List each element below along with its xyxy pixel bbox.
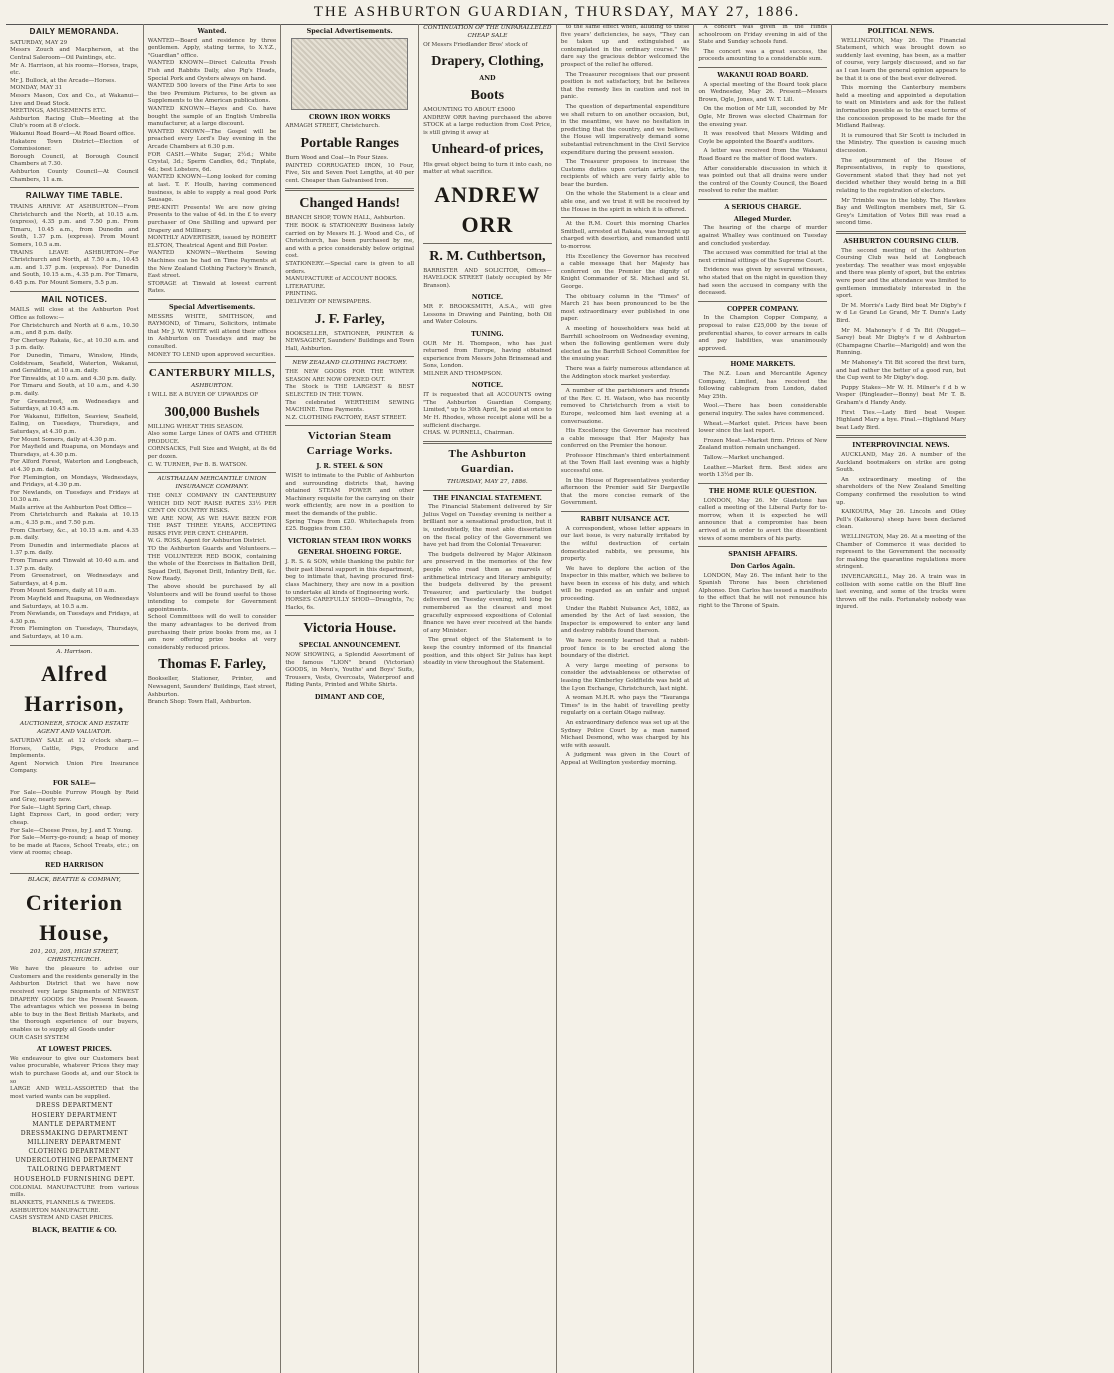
red-harrison-label: RED HARRISON <box>45 861 104 870</box>
text-block: His great object being to turn it into cash, no matter at what sacrifice. <box>423 161 552 176</box>
unheard-heading: Unheard-of prices, <box>431 142 544 158</box>
rabbit-nuisance-heading: RABBIT NUISANCE ACT. <box>580 515 670 524</box>
department-item: DRESSMAKING DEPARTMENT <box>20 1129 128 1137</box>
department-item: DRESS DEPARTMENT <box>35 1102 113 1110</box>
black-beattie-footer: BLACK, BEATTIE & CO. <box>31 1225 117 1234</box>
divider <box>836 231 966 234</box>
masthead: THE ASHBURTON GUARDIAN, THURSDAY, MAY 27, 1886. <box>6 4 1108 25</box>
thomas-farley-heading: Thomas F. Farley, <box>158 657 266 673</box>
text-block: WANTED—Board and residence by three gentlemen. Apply, stating terms, to X.Y.Z., "Guardian" office. WANTED KNOWN—Direct Calcutta Fresh Fish and Rabbits Daily, also Pig's Heads, Special Pork and Oysters always on hand. WANTED 500 lovers of the Fine Arts to see the two Premium Pictures, to be given as Supplements to the American publications. WANTED KNOWN—Hayes and Co. have bought the sample of an English Umbrella manufacturer, at a large discount. WANTED KNOWN—The Gospel will be preached every Lord's Day evening in the Arcade Chambers at 6.30 p.m. FOR CASH.—White Sugar, 2½d.; White Crystal, 3d.; Sperm Candles, 6d.; Tinplate, 4d.; best Lobsters, 6d. WANTED KNOWN—Long looked for coming at last. T. F. Houlb, having commenced business, is able to supply a real good Pork Sausage. PRE-KNIT! Presents! We are now giving Presents to the value of 4d. in the £ to every purchaser of One Shilling and upward per Drapery and Millinery. MONTHLY ADVERTISER, issued by ROBERT ELSTON, Theatrical Agent and Bill Poster. WANTED KNOWN—Wertheim Sewing Machines can be had on Time Payments at the New Zealand Clothing Factory's Branch, East street. STORAGE at Tinwald at lowest current Rates. <box>147 37 277 295</box>
text-block: At the R.M. Court this morning Charles Smithell, arrested at Rakaia, was brought up charged with desertion, and remanded until to-morrow. His Excellency the Governor has received a cable message that her Majesty has conferred on the Premier the dignity of Knight Commander of St. Michael and St. George. The obituary column in the "Times" of March 21 has been pronounced to be the most extraordinary ever published in one paper. A meeting of householders was held at Barrhill schoolroom on Wednesday evening, when the following gentlemen were duly elected as the Barrhill School Committee for the ensuing year. There was a fairly numerous attendance at the Addington stock market yesterday. <box>560 221 690 380</box>
divider <box>10 187 139 188</box>
text-block: MR F. BROOKSMITH, A.S.A., will give Lessons in Drawing and Painting, both Oil and Water Colours. <box>423 304 552 326</box>
text-block: LONDON, May 26. Mr Gladstone has called a meeting of the Liberal Party for to-morrow, when it is expected he will announce that a compromise has been arrived at in order to avert the dissentient views of some members of his party. <box>698 497 828 542</box>
copper-company-heading: COPPER COMPANY. <box>727 304 799 313</box>
divider <box>698 483 827 484</box>
department-item: HOSIERY DEPARTMENT <box>31 1111 118 1119</box>
alfred-harrison-heading: Alfred Harrison, <box>24 661 125 717</box>
text-block: THE ONLY COMPANY IN CANTERBURY WHICH DID NOT RAISE RATES 33½ PER CENT ON COUNTRY RISKS. WE ARE NOW, AS WE HAVE BEEN FOR THE PAST THREE YEARS, ACCEPTING RISKS FIVE PER CENT. CHEAPER. W. G. ROSS, Agent for Ashburton District. TO the Ashburton Guards and Volunteers.—THE VOLUNTEER RED BOOK, containing the whole of the Exercises in Battalion Drill, Squad Drill, Bayonet Drill, Infantry Drill, &c. Now Ready. The above should be purchased by all Volunteers and will be found useful to those intending to compete for Government appointments. School Committees will do well to consider the many advantages to be derived from purchasing their prize books from me, as I am now offering prize books at very considerably reduced prices. <box>147 492 277 651</box>
political-news-heading: POLITICAL NEWS. <box>867 27 935 35</box>
text-block: AUCKLAND, May 26. A number of the Auckland bootmakers on strike are going South. An extraordinary meeting of the shareholders of the New Zealand Smelting Company confirmed the resolution to wind up. KAIKOURA, May 26. Lincoln and Otley Pell's (Kaikoura) sheep have been declared clean. WELLINGTON, May 26. At a meeting of the Chamber of Commerce it was decided to represent to the Government the necessity for making the quarantine regulations more stringent. INVERCARGILL, May 26. A train was in collision with some cattle on the Bluff line last evening, and some of the trucks were thrown off the rails. Fortunately nobody was injured. <box>836 452 966 611</box>
divider <box>10 291 139 292</box>
serious-charge-heading: A SERIOUS CHARGE. <box>724 202 802 211</box>
text-block: NOW SHOWING, a Splendid Assortment of the famous "LION" brand (Victorian) GOODS, in Men's, Youths' and Boys' Suits, Trousers, Vests, Overcoats, Waterproof and Riding Pants, Printed and White Shirts. <box>285 652 415 689</box>
drapery-heading: Drapery, Clothing, <box>431 54 544 70</box>
railway-heading: RAILWAY TIME TABLE. <box>25 191 123 201</box>
text-block: For Sale—Double Furrow Plough by Reid and Gray, nearly new. For Sale—Light Spring Cart, cheap. Light Express Cart, in good order; very cheap. For Sale—Cheese Press, by J. and T. Young. For Sale—Merry-go-round; a heap of money to be made at Races, School Treats, etc.; on view at rooms; cheap. <box>10 789 139 857</box>
text-block: Burn Wood and Coal—In Four Sizes. PAINTED CORRUGATED IRON, 10 Four, Five, Six and Seven Feet Lengths, at 40 per cent. Cheaper than Galvanised Iron. <box>285 155 415 184</box>
alleged-murder-subheading: Alleged Murder. <box>733 214 792 223</box>
dimant-and-coe: DIMANT AND COE, <box>314 693 385 702</box>
criterion-address: 201, 203, 205, HIGH STREET, CHRISTCHURCH. <box>30 949 119 964</box>
divider <box>285 188 414 191</box>
divider <box>698 67 827 68</box>
text-block: MAILS will close at the Ashburton Post Office as follows:— For Christchurch and North at 6 a.m., 10.30 a.m., and 8 p.m. daily. For Chertsey Rakaia, &c., at 10.30 a.m. and 3 p.m. daily. For Dunedin, Timaru, Winslow, Hinds, Coldstream, Seafield, Waterton, Wakanui, and Geraldine, at 10 a.m. daily. For Tinwalds, at 10 a.m. and 4.30 p.m. daily. For Timaru and South, at 10 a.m., and 4.30 p.m. daily. For Greenstreet, on Wednesdays and Saturdays, at 10.45 a.m. For Wakanui, Eiffelton, Seaview, Seafield, Ealing, on Tuesdays, Thursdays, and Saturdays, at 4.30 p.m. For Mount Somers, daily at 4.30 p.m. For Mayfield and Ruapuna, on Mondays and Thursdays, at 4.30 p.m. For Alford Forest, Waterton and Longbeach, at 4.30 p.m. daily. For Flemington, on Mondays, Wednesdays, and Fridays, at 4.30 p.m. For Newlands, on Tuesdays and Fridays at 10.30 a.m. Mails arrive at the Ashburton Post Office— From Christchurch and Rakaia at 10.15 a.m., 4.35 p.m., and 7.50 p.m. From Chertsey, &c., at 10.15 a.m. and 4.35 p.m. daily. From Dunedin and intermediate places at 1.37 p.m. daily. From Timaru and Tinwald at 10.40 a.m. and 1.37 p.m. daily. From Greenstreet, on Wednesdays and Saturdays, at 4 p.m. From Mount Somers, daily at 10 a.m. From Mayfield and Ruapuna, on Wednesdays and Saturdays, at 10.5 a.m. From Newlands, on Tuesdays and Fridays, at 4.30 p.m. From Flemington on Tuesdays, Thursdays, and Saturdays, at 10 a.m. <box>10 307 139 640</box>
text-block: BRANCH SHOP, TOWN HALL, Ashburton. THE BOOK & STATIONERY Business lately carried on by Messrs H. J. Wood and Co., of Christchurch, has been purchased by me, and with a price considerably below original cost. STATIONERY.—Special care is given to all orders. MANUFACTURE of ACCOUNT BOOKS. LITERATURE. PRINTING. DELIVERY OF NEWSPAPERS. <box>285 215 415 305</box>
divider <box>10 873 139 874</box>
text-block: MESSRS WHITE, SMITHSON, and RAYMOND, of Timaru, Solicitors, intimate that Mr J. W. WHITE will attend their offices in Ashburton on Tuesdays and may be consulted. MONEY TO LEND upon approved securities. <box>147 313 277 358</box>
home-markets-heading: HOME MARKETS. <box>730 360 796 369</box>
text-block: A number of the parishioners and friends of the Rev. C. H. Watson, who has recently removed to Christchurch from a visit to Europe, welcomed him last evening at a conversazione. His Excellency the Governor has received a cable message that Her Majesty has conferred on the Premier the honour. Professor Hinchman's third entertainment at the Town Hall last evening was a highly successful one. In the House of Representatives yesterday afternoon the Premier said Sir Dargaville that the more concise remark of the Government. <box>560 388 690 507</box>
mail-notices-heading: MAIL NOTICES. <box>41 294 108 304</box>
text-block: A concert was given in the Hinds schoolroom on Friday evening in aid of the State and Sunday schools fund. The concert was a great success, the proceeds amounting to a considerable sum. <box>698 24 828 63</box>
text-block: I WILL BE A BUYER OF UPWARDS OF <box>147 391 259 398</box>
text-block: BARRISTER AND SOLICITOR, Offices—HAVELOCK STREET (lately occupied by Mr Branson). <box>423 267 552 289</box>
range-illustration <box>291 38 408 110</box>
divider <box>285 615 414 616</box>
changed-hands-heading: Changed Hands! <box>299 196 401 212</box>
text-block: IT is requested that all ACCOUNTS owing "The Ashburton Guardian Company, Limited," up to 30th April, be paid at once to Mr H. Rhodes, whose receipt alone will be a sufficient discharge. CHAS. W. PURNELL, Chairman. <box>423 392 552 437</box>
divider <box>148 472 277 473</box>
crown-iron-works-heading: CROWN IRON WORKS <box>309 112 391 121</box>
text-block: WISH to intimate to the Public of Ashburton and surrounding districts that, having obtained STEAM POWER and other Machinery requisite for the carrying on their work efficiently, are now in a position to meet the demands of the public. Spring Traps from £20. Whitechapels from £25. Buggies from £30. <box>285 473 415 533</box>
clothing-factory-heading: NEW ZEALAND CLOTHING FACTORY. <box>292 360 408 367</box>
text-block: SATURDAY, MAY 29 Messrs Zouch and Macpherson, at the Central Saleroom—Oil Paintings, etc. Mr A. Harrison, at his rooms—Horses, traps, etc. Mr J. Bullock, at the Arcade—Horses. MONDAY, MAY 31 Messrs Mason, Cox and Co., at Wakanui—Live and Dead Stock. MEETINGS, AMUSEMENTS ETC. Ashburton Racing Club—Meeting at the Club's room at 8 o'clock. Wakanui Road Board—At Road Board office. Hakatere Town District—Election of Commissioner. Borough Council, at Borough Council Chambers at 7.30. Ashburton County Council—At Council Chambers, 11 a.m. <box>10 39 139 183</box>
divider <box>148 362 277 363</box>
notice-heading: NOTICE. <box>471 293 504 302</box>
text-block: A special meeting of the Board took place on Wednesday, May 26. Present—Messrs Brown, Ogle, Jones, and W. T. Lill. On the motion of Mr Lill, seconded by Mr Ogle, Mr Brown was elected Chairman for the ensuing year. It was resolved that Messrs Wilding and Coyle be appointed the Board's auditors. A letter was received from the Wakanui Road Board re the matter of flood waters. After considerable discussion in which it was pointed out that all drains were under the control of the County Council, the Board resolved to refer the matter. <box>698 81 828 195</box>
carriage-works-heading: Victorian Steam Carriage Works. <box>306 430 393 458</box>
department-item: TAILORING DEPARTMENT <box>27 1166 121 1174</box>
column-5 <box>557 24 695 1373</box>
text-block: We endeavour to give our Customers best value procurable, whatever Prices they may wish to purchase Goods at, and our Stock is so LARGE AND WELL-ASSORTED that the most varied wants can be supplied. <box>10 1055 139 1100</box>
text-block: A correspondent, whose letter appears in our last issue, is very naturally irritated by the wilful destruction of certain domesticated rabbits, we presume, his property. We have to deplore the action of the Inspector in this matter, which we believe to have been in excess of his duty, and which will be regarded as an unfair and unjust proceeding. Under the Rabbit Nuisance Act, 1882, as amended by the Act of last session, the Inspector is empowered to enter any land and destroy rabbits found thereon. We have recently learned that a rabbit-proof fence is to be erected along the boundary of the district. A very large meeting of persons to consider the advisableness or otherwise of leasing the Kimberley Goldfields was held at the Lyon Exchange, Christchurch, last night. A woman M.H.R. who pays the "Tauranga Times" is in the habit of travelling pretty regularly on a certain Otago railway. An extraordinary defence was set up at the Sydney Police Court by a man named Michael Desmond, who was charged by his wife with assault. A judgment was given in the Court of Appeal at Wellington yesterday morning. <box>560 525 690 766</box>
special-announcement-heading: SPECIAL ANNOUNCEMENT. <box>298 641 401 650</box>
advertiser-name: A. Harrison. <box>56 648 93 655</box>
text-block: TRAINS ARRIVE AT ASHBURTON—From Christchurch and the North, at 10.15 a.m. (express), 4.35 p.m. and 7.50 p.m. From Timaru, 10.45 a.m., from Dunedin and South, 1.37 p.m. (express). From Mount Somers, 10.5 a.m. TRAINS LEAVE ASHBURTON—For Christchurch and North, at 7.50 a.m., 10.45 a.m. and 1.37 p.m. (express). For Dunedin and South, 10.15 a.m., 4.35 p.m. For Timaru, 6.45 p.m. For Mount Somers, 5.5 p.m. <box>10 204 139 286</box>
divider <box>698 301 827 302</box>
text-block: AMOUNTING TO ABOUT £5000 ANDREW ORR having purchased the above STOCK at a large reduction from Cost Price, is still giving it away at <box>423 107 552 136</box>
text-block: LONDON, May 26. The infant heir to the Spanish Throne has been christened Alphonso. Don Carlos has issued a manifesto to the effect that he will not renounce his right to the Throne of Spain. <box>698 572 828 609</box>
portable-ranges-heading: Portable Ranges <box>300 136 399 151</box>
lowest-prices: AT LOWEST PRICES. <box>36 1045 112 1054</box>
home-rule-heading: THE HOME RULE QUESTION. <box>708 486 817 495</box>
bushels-heading: 300,000 Bushels <box>164 404 260 420</box>
divider <box>423 490 552 491</box>
column-7 <box>832 24 970 1373</box>
text-block: COLONIAL MANUFACTURE from various mills. BLANKETS, FLANNELS & TWEEDS. ASHBURTON MANUFACTURE. CASH SYSTEM AND CASH PRICES. <box>10 1184 139 1222</box>
text-block: Bookseller, Stationer, Printer, and Newsagent, Saunders' Buildings, East street, Ashburton. Branch Shop: Town Hall, Ashburton. <box>147 676 277 706</box>
column-3 <box>281 24 419 1373</box>
divider <box>698 356 827 357</box>
department-item: HOUSEHOLD FURNISHING DEPT. <box>13 1175 135 1183</box>
cuthbertson-heading: R. M. Cuthbertson, <box>429 248 546 264</box>
guardian-nameplate: The Ashburton Guardian. <box>448 447 527 475</box>
text-block: SATURDAY SALE at 12 o'clock sharp.—Horses, Cattle, Pigs, Produce and Implements. Agent Norwich Union Fire Insurance Company. <box>10 738 139 775</box>
insurance-heading: AUSTRALIAN MERCANTILE UNION INSURANCE COMPANY. <box>157 476 267 491</box>
victoria-house-heading: Victoria House. <box>303 621 397 637</box>
divider <box>836 435 966 438</box>
text-block: to the same effect when, alluding to these five years' deficiencies, he says, "They can be taken up and extinguished as contemplated in the ordinary course." We dare say the gracious debtor welcomed the prospect of the relief he offered. The Treasurer recognises that our present position is not satisfactory, but he believes that the remedy lies in caution and not in panic. The question of departmental expenditure we shall return to on another occasion, but, in the meantime, we have no hesitation in predicting that the country, and we believe, the House will imperatively demand some substantial retrenchment in the Civil Service expenditure during the present session. The Treasurer proposes to increase the Customs duties upon certain articles, the recipients of which are very fairly able to bear the burden. On the whole the Statement is a clear and able one, and we trust it will be received by the House in the spirit in which it is offered. <box>560 24 690 213</box>
daily-memoranda-heading: DAILY MEMORANDA. <box>29 27 120 36</box>
issue-date: THURSDAY, MAY 27, 1886. <box>447 478 528 485</box>
canterbury-mills-location: ASHBURTON. <box>191 383 233 390</box>
don-carlos-subheading: Don Carlos Again. <box>730 561 796 570</box>
text-block: THE NEW GOODS FOR THE WINTER SEASON ARE NOW OPENED OUT. The Stock is THE LARGEST & BEST SELECTED IN THE TOWN. The celebrated WERTHEIM SEWING MACHINE. Time Payments. N.Z. CLOTHING FACTORY, EAST STREET. <box>285 369 415 421</box>
criterion-house-heading: Criterion House, <box>25 889 123 945</box>
divider <box>561 217 690 218</box>
text-block: We have the pleasure to advise our Customers and the residents generally in the Ashburton District that we have now received very large Shipments of NEWEST DRAPERY GOODS for the Present Season. The advantages which we possess in being able to buy in the Best British Markets, and the thorough experience of our buyers, enables us to supply all Goods under OUR CASH SYSTEM <box>10 966 139 1041</box>
special-ads-heading: Special Advertisements. <box>306 27 393 35</box>
divider <box>423 243 552 244</box>
department-list <box>10 1102 139 1183</box>
department-item: MILLINERY DEPARTMENT <box>27 1138 122 1146</box>
text-block: WELLINGTON, May 26. The Financial Statement, which was brought down so suddenly last evening, has been, as a matter of course, very largely discussed, and so far as I can learn the general opinion appears to be that it is one of the best ever delivered. This morning the Canterbury members held a meeting and appointed a deputation to wait on Ministers and ask for the fullest information possible as to the exact terms of the concession proposed to be made for the Midland Railway. It is rumoured that Sir Scott is included in the Ministry. The question is causing much discussion. The adjournment of the House of Representatives, in reply to questions, Government stated that they had not yet decided whether they would bring in a Bill relating to the registration of electors. Mr Trimble was in the lobby. The Hawkes Bay and Wellington members met, Sir G. Grey's Limitation of Votes Bill was read a second time. <box>836 37 966 227</box>
divider <box>561 384 690 385</box>
shoeing-forge-heading: GENERAL SHOEING FORGE. <box>297 548 402 557</box>
notice-heading: NOTICE. <box>471 381 504 390</box>
boots-heading: Boots <box>470 88 505 104</box>
financial-statement-heading: THE FINANCIAL STATEMENT. <box>432 493 542 502</box>
column-1 <box>6 24 144 1373</box>
and-label: AND <box>479 74 496 83</box>
department-item: UNDERCLOTHING DEPARTMENT <box>15 1157 134 1165</box>
for-sale-heading: FOR SALE— <box>52 778 96 787</box>
divider <box>148 299 277 300</box>
text-block: The Financial Statement delivered by Sir Julius Vogel on Tuesday evening is neither a brilliant nor a sensational production, but it is, undoubtedly, the most able dissertation on the fiscal policy of the Government we have yet had from the Colonial Treasurer. The budgets delivered by Major Atkinson are preserved in the memories of the few people who read them as marvels of arithmetical intricacy and literary ambiguity; the budgets delivered by the present Treasurer, and particularly the budget delivered on Tuesday evening, will long be remembered as the clearest and most gracefully expressed expositions of Colonial finance we have ever received at the hands of any Minister. The great object of the Statement is to keep the country informed of its financial position, and this object Sir Julius has kept steadily in view throughout the Statement. <box>423 504 552 667</box>
divider <box>423 441 552 444</box>
text-block: OUR Mr H. Thompson, who has just returned from Europe, having obtained experience from Messrs John Brinsmead and Sons, London. MILNER AND THOMPSON. <box>423 340 552 377</box>
text-block: The N.Z. Loan and Mercantile Agency Company, Limited, has received the following cablegram from London, dated May 25th. Wool.—There has been considerable general inquiry. The sales have commenced. Wheat.—Market quiet. Prices have been lower since the last report. Frozen Meat.—Market firm. Prices of New Zealand mutton remain unchanged. Tallow.—Market unchanged. Leather.—Market firm. Best sides are worth 13½d per lb. <box>698 371 828 479</box>
divider <box>698 546 827 547</box>
iron-works-heading: VICTORIAN STEAM IRON WORKS <box>288 536 412 545</box>
steel-and-son: J. R. STEEL & SON <box>316 462 384 471</box>
text-block: MILLING WHEAT THIS SEASON. Also some Large Lines of OATS and OTHER PRODUCE. CORNSACKS, Full Size and Weight, at 8s 6d per dozen. C. W. TURNER, Per B. B. WATSON. <box>147 423 277 468</box>
coursing-club-heading: ASHBURTON COURSING CLUB. <box>843 236 959 245</box>
text-block: ARMAGH STREET, Christchurch. <box>285 123 380 130</box>
divider <box>698 199 827 200</box>
column-2 <box>144 24 282 1373</box>
divider <box>10 645 139 646</box>
wakanui-road-board-heading: WAKANUI ROAD BOARD. <box>717 70 809 79</box>
department-item: CLOTHING DEPARTMENT <box>28 1148 121 1156</box>
text-block: In the Champion Copper Company, a proposal to raise £25,000 by the issue of preferential shares, to cover arrears in calls and pay liabilities, was unanimously approved. <box>698 315 828 352</box>
divider <box>561 511 690 512</box>
interprovincial-news-heading: INTERPROVINCIAL NEWS. <box>852 441 950 450</box>
divider <box>285 425 414 426</box>
text-block: J. R. S. & SON, while thanking the public for their past liberal support in this department, beg to intimate that, having procured first-class Machinery, they are now in a position to undertake all kinds of Engineering work. HORSES CAREFULLY SHOD—Draughts, 7s; Hacks, 6s. <box>285 559 415 611</box>
text-block: The second meeting of the Ashburton Coursing Club was held at Longbeach yesterday. The weather was most enjoyable and there was plenty of sport, but the entries were poor and the attendance was limited to gentlemen immediately interested in the sport. Dr M. Morris's Lady Bird beat Mr Digby's f w d Le Grand Le Grand, Mr T. Dunn's Lady Bird. Mr M. Mahoney's f d Ts Bit (Nugget—Sarey) beat Mr Digby's f w d Ashburton (Champagne Charlie—Marigold) and won the Running. Mr Mahoney's Tit Bit scored the first turn, and had rather the better of a good run, but the Cup went to Mr Digby's dog. Puppy Stakes—Mr W. H. Milner's f d b w Vesper (Ringleader—Bonny) beat Mr T. B. Graham's d Handy Andy. First Ties.—Lady Bird beat Vesper. Highland Mary a bye. Final.—Highland Mary beat Lady Bird. <box>836 247 966 431</box>
special-ads-heading: Special Advertisements. <box>168 302 256 311</box>
alfred-harrison-subtitle: AUCTIONEER, STOCK AND ESTATE AGENT AND VALUATOR. <box>20 721 129 736</box>
column-4 <box>419 24 557 1373</box>
continuation-heading: CONTINUATION OF THE UNPARALLELED CHEAP SALE <box>423 25 552 39</box>
columns <box>6 24 1108 1373</box>
andrew-orr-heading: ANDREW ORR <box>434 181 541 237</box>
divider <box>285 356 414 357</box>
text-block: The hearing of the charge of murder against Whalley was continued on Tuesday and concluded yesterday. The accused was committed for trial at the next criminal sittings of the Supreme Court. Evidence was given by several witnesses, who stated that on the night in question they had seen the accused in company with the deceased. <box>698 225 828 297</box>
text-block: Of Messrs Friedlander Bros' stock of <box>423 41 528 48</box>
text-block: BOOKSELLER, STATIONER, PRINTER & NEWSAGENT, Saunders' Buildings and Town Hall, Ashburton. <box>285 330 415 352</box>
tuning-heading: TUNING. <box>471 329 504 338</box>
canterbury-mills-heading: CANTERBURY MILLS, <box>148 367 276 380</box>
jf-farley-heading: J. F. Farley, <box>314 311 385 327</box>
spanish-affairs-heading: SPANISH AFFAIRS. <box>728 550 798 559</box>
column-6 <box>694 24 832 1373</box>
black-beattie-heading: BLACK, BEATTIE & COMPANY, <box>27 876 121 883</box>
department-item: MANTLE DEPARTMENT <box>32 1120 117 1128</box>
wanted-heading: Wanted. <box>197 27 227 35</box>
